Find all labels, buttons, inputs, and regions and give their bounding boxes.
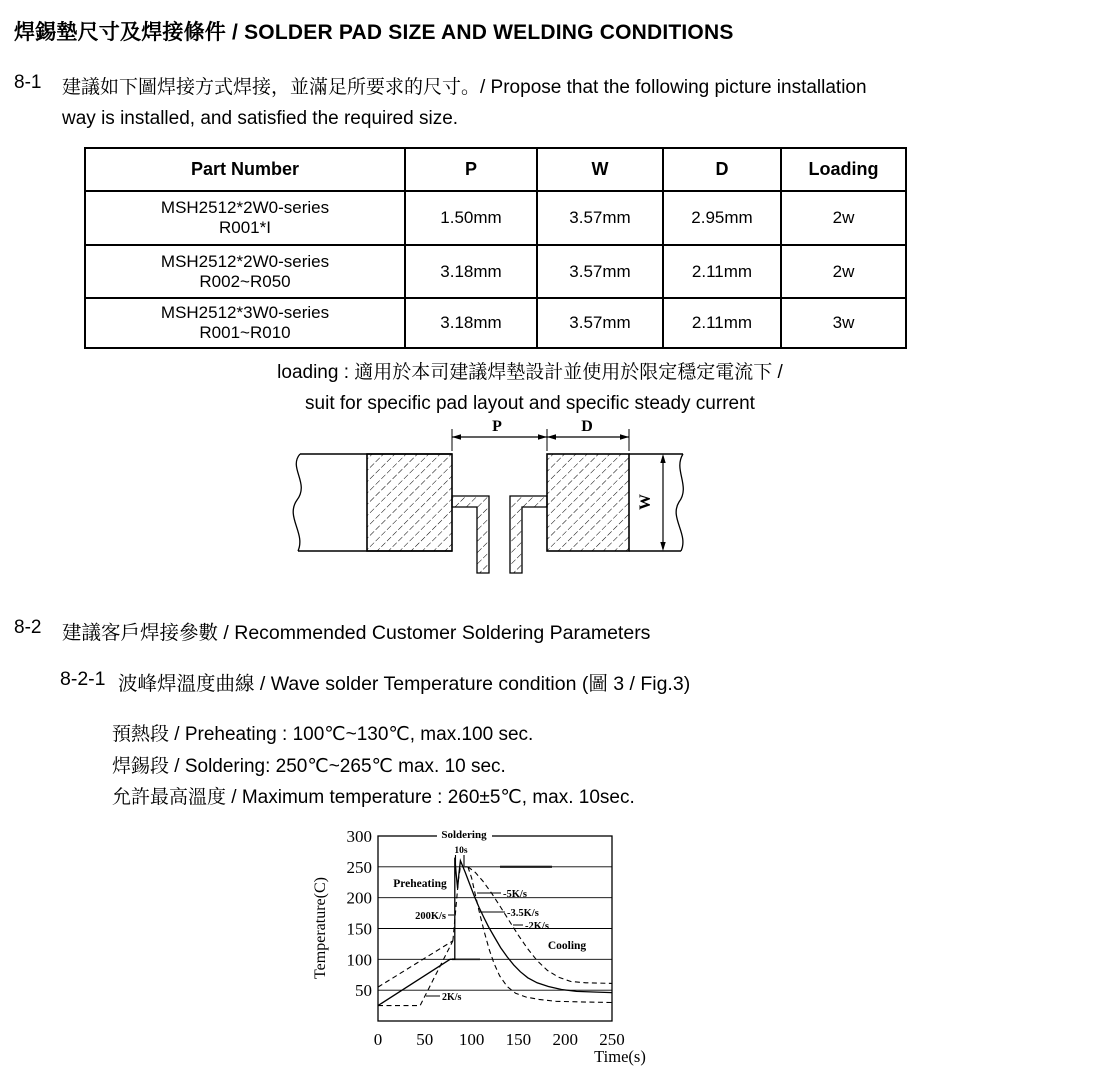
dim-label-d: D — [581, 418, 593, 435]
table-row — [85, 245, 906, 298]
part-number-line1: MSH2512*2W0-series — [160, 198, 330, 217]
w-value-cell: 3.57mm — [537, 298, 663, 348]
section-8-2 — [14, 617, 1099, 645]
cool-fast-label: -5K/s — [503, 889, 527, 900]
p-value-cell: 3.18mm — [405, 298, 537, 348]
x-tick-0: 0 — [373, 1030, 383, 1049]
y-tick-300: 300 — [346, 827, 372, 846]
pad-layout-diagram — [278, 412, 703, 582]
d-value-cell: 2.11mm — [663, 298, 781, 348]
loading-value-cell: 3w — [781, 298, 906, 348]
x-tick-50: 50 — [416, 1030, 434, 1049]
p-value-cell: 3.18mm — [405, 245, 537, 298]
x-axis-tick-labels — [374, 1030, 625, 1049]
part-number-cell — [85, 298, 405, 348]
section-8-1-text — [62, 72, 867, 134]
x-tick-200: 200 — [552, 1030, 578, 1049]
col-header-p: P — [405, 148, 537, 191]
dim-label-w: W — [637, 494, 654, 510]
section-8-2-1-title: 波峰焊溫度曲線 / Wave solder Temperature condition (圖 3 / Fig.3) — [118, 673, 691, 695]
col-header-w: W — [537, 148, 663, 191]
y-axis-tick-labels — [347, 827, 373, 1000]
y-tick-100: 100 — [346, 950, 372, 970]
loading-note — [150, 357, 910, 419]
cool-mid-label: -3.5K/s — [507, 908, 539, 919]
loading-note-line2: suit for specific pad layout and specific steady current — [305, 393, 755, 414]
soldering-parameters — [112, 719, 635, 814]
preheat-rate-label: 2K/s — [442, 992, 462, 1003]
component-lead-right — [510, 496, 547, 573]
break-line-left — [293, 454, 301, 551]
x-tick-150: 150 — [505, 1030, 532, 1049]
w-value-cell: 3.57mm — [537, 245, 663, 298]
page-title: 焊錫墊尺寸及焊接條件 / SOLDER PAD SIZE AND WELDING CONDITIONS — [14, 21, 734, 44]
d-value-cell: 2.11mm — [663, 245, 781, 298]
part-number-cell — [85, 245, 405, 298]
temperature-chart — [295, 815, 655, 1080]
y-axis-title: Temperature(C) — [312, 877, 329, 979]
section-8-2-title: 建議客戶焊接參數 / Recommended Customer Soldering Parameters — [62, 622, 651, 644]
pad-size-table — [84, 147, 907, 349]
section-8-1-line1: 建議如下圖焊接方式焊接，並滿足所要求的尺寸。/ Propose that the following picture installation — [62, 77, 867, 98]
part-number-line2: R002~R050 — [199, 271, 291, 291]
preheating-label: Preheating — [393, 878, 447, 890]
col-header-loading: Loading — [781, 148, 906, 191]
y-tick-150: 150 — [346, 919, 372, 939]
max-temperature-spec: 允許最高溫度 / Maximum temperature : 260±5℃, max. 10sec. — [112, 787, 635, 808]
table-header-row — [85, 148, 906, 191]
w-value-cell: 3.57mm — [537, 191, 663, 245]
y-tick-250: 250 — [346, 857, 372, 877]
y-tick-50: 50 — [355, 981, 372, 1001]
y-tick-200: 200 — [346, 888, 372, 908]
cooling-label: Cooling — [547, 940, 587, 952]
table-row — [85, 191, 906, 245]
part-number-line1: MSH2512*3W0-series — [160, 303, 330, 322]
dimension-d — [547, 418, 629, 440]
part-number-line2: R001~R010 — [199, 323, 291, 342]
section-8-2-1 — [60, 668, 1100, 696]
p-value-cell: 1.50mm — [405, 191, 537, 245]
part-number-cell — [85, 191, 405, 245]
soldering-time-label: 10s — [454, 846, 468, 856]
curve-cooling-5Ks-dashed — [468, 867, 612, 1003]
dim-label-p: P — [492, 418, 502, 435]
break-line-right — [676, 454, 683, 551]
solder-pad-right — [547, 454, 629, 551]
loading-value-cell: 2w — [781, 245, 906, 298]
dimension-w — [637, 454, 666, 551]
extension-lines — [452, 429, 629, 451]
col-header-d: D — [663, 148, 781, 191]
soldering-label: Soldering — [441, 829, 487, 841]
solder-pad-left — [367, 454, 452, 551]
x-tick-100: 100 — [458, 1030, 485, 1049]
loading-value-cell: 2w — [781, 191, 906, 245]
cool-slow-label: -2K/s — [525, 921, 549, 932]
part-number-line1: MSH2512*2W0-series — [160, 251, 330, 271]
part-number-line2: R001*I — [219, 218, 271, 237]
ramp-rate-label: 200K/s — [415, 911, 446, 922]
loading-note-line1: loading : 適用於本司建議焊墊設計並使用於限定穩定電流下 / — [277, 362, 783, 383]
section-8-1-line2: way is installed, and satisfied the required size. — [62, 108, 459, 129]
d-value-cell: 2.95mm — [663, 191, 781, 245]
x-axis-title: Time(s) — [594, 1047, 646, 1066]
section-8-1-number: 8-1 — [14, 72, 42, 93]
soldering-spec: 焊錫段 / Soldering: 250℃~265℃ max. 10 sec. — [112, 755, 506, 777]
section-8-2-1-number: 8-2-1 — [60, 668, 106, 690]
section-8-1 — [14, 72, 1099, 134]
col-header-part-number: Part Number — [85, 148, 405, 191]
section-8-2-number: 8-2 — [14, 617, 42, 638]
preheating-spec: 預熱段 / Preheating : 100℃~130℃, max.100 sec. — [112, 724, 534, 745]
dimension-p — [452, 418, 547, 440]
component-lead-left — [452, 496, 489, 573]
table-row — [85, 298, 906, 348]
x-tick-250: 250 — [599, 1030, 625, 1049]
